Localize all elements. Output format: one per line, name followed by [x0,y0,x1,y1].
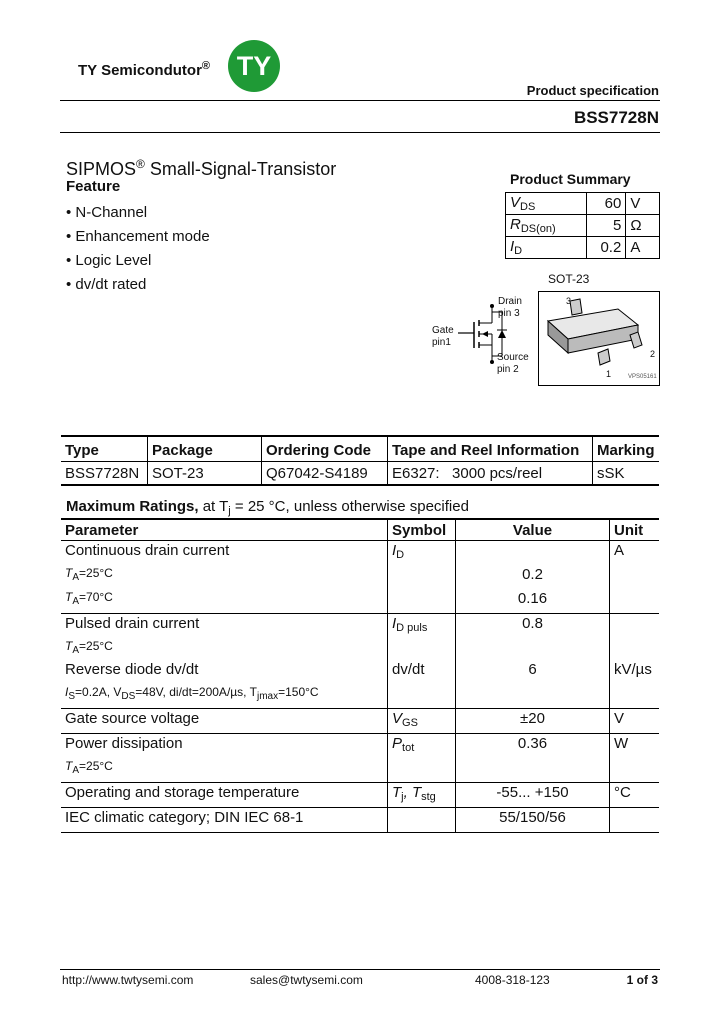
feature-item: • Enhancement mode [66,228,210,245]
ratings-table [61,518,659,833]
product-spec-label: Product specification [526,83,659,98]
package-pin1: 1 [606,369,612,379]
package-pin3: 3 [566,296,572,306]
feature-heading: Feature [66,178,121,195]
gate-label: Gate pin1 [432,325,454,348]
table-row: Continuous drain current $I_D$ A [61,541,659,566]
ordering-table [61,435,659,486]
ratings-header-row: Parameter Symbol Value Unit [61,519,659,541]
feature-list [66,201,210,297]
ordering-row: BSS7728N SOT-23 Q67042-S4189 E6327: 3000 pcs/reel sSK [61,462,659,486]
footer-divider [60,969,660,970]
summary-table [505,192,660,259]
feature-item: • N-Channel [66,204,148,221]
ordering-header-row: Type Package Ordering Code Tape and Reel Information Marking [61,436,659,462]
package-label: SOT-23 [548,272,590,286]
feature-item: • dv/dt rated [66,276,147,293]
summary-row: $R_{DS(on)}$ 5 Ω [506,215,660,237]
table-row: IEC climatic category; DIN IEC 68-1 55/150/56 [61,808,659,833]
package-pin2: 2 [650,349,656,359]
footer-email[interactable]: sales@twtysemi.com [250,973,363,987]
table-row: $T_A=25^\circ C$ 0.2 [61,565,659,589]
table-row: $T_A=70^\circ C$ 0.16 [61,589,659,614]
page-number: 1 of 3 [626,973,658,987]
feature-item: • Logic Level [66,252,152,269]
table-row: Power dissipation $P_{tot}$ 0.36 W [61,734,659,759]
sot23-package-icon [538,291,660,386]
company-name: TY Semicondutor® [78,60,211,79]
table-row: Pulsed drain current $I_{D puls}$ 0.8 [61,614,659,639]
summary-row: $V_{DS}$ 60 V [506,193,660,215]
table-row: $I_S=0.2A$, $V_{DS}=48V$, di/dt=200A/µs, $T_{jmax}=150^\circ C$ [61,684,659,709]
footer-url[interactable]: http://www.twtysemi.com [62,973,194,987]
header-divider [60,100,660,101]
part-number: BSS7728N [573,108,659,127]
package-stamp: VPS05161 [628,374,657,380]
page-title: SIPMOS® Small-Signal-Transistor [66,157,337,179]
footer-phone: 4008-318-123 [475,973,550,987]
table-row: Reverse diode dv/dt dv/dt 6 kV/µs [61,660,659,684]
table-row: Operating and storage temperature $T_j$, $T_{stg}$ -55... +150 °C [61,783,659,808]
summary-heading: Product Summary [510,171,631,187]
source-label: Source pin 2 [497,352,529,375]
summary-row: $I_D$ 0.2 A [506,237,660,259]
ratings-caption: Maximum Ratings, at $T_j = 25$ °C, unless otherwise specified [66,498,469,517]
company-logo: TY [228,40,280,92]
drain-label: Drain pin 3 [498,296,522,319]
part-divider [60,132,660,133]
table-row: $T_A=25^\circ C$ [61,638,659,660]
table-row: Gate source voltage $V_{GS}$ ±20 V [61,709,659,734]
table-row: $T_A=25^\circ C$ [61,758,659,783]
